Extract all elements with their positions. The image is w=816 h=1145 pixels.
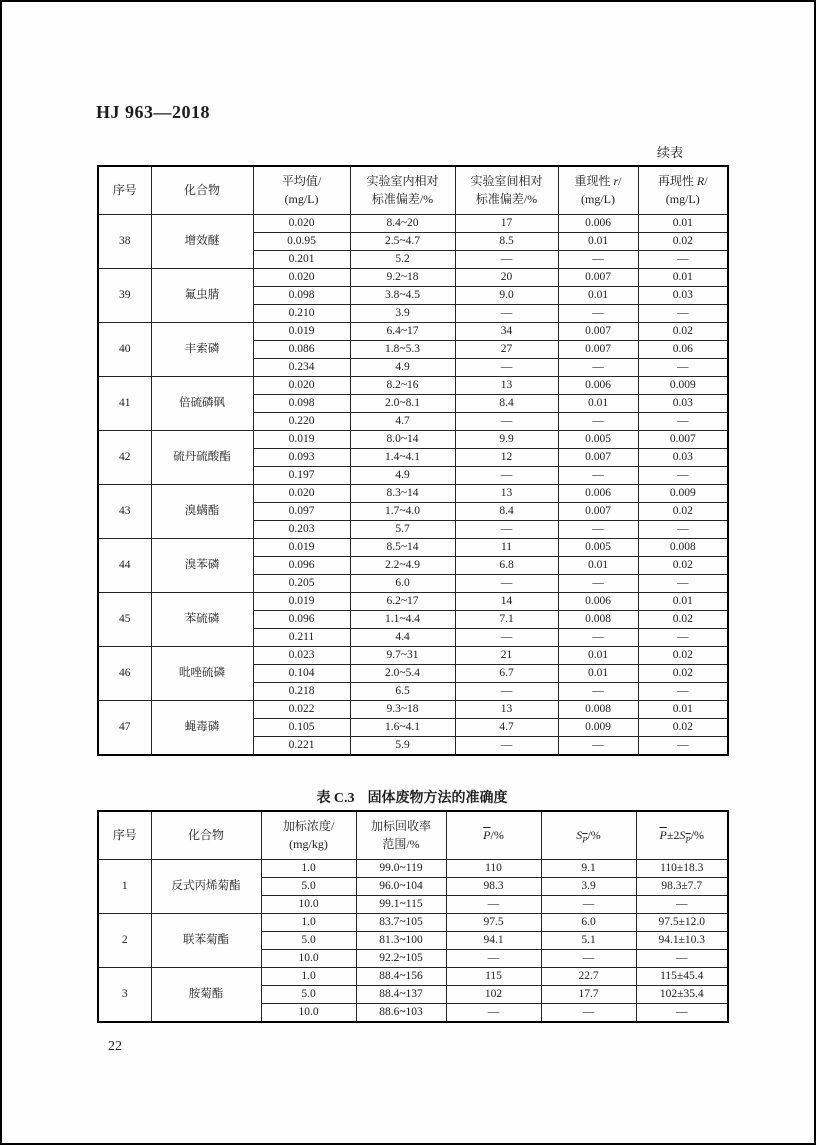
column-header: 化合物: [151, 166, 253, 214]
value-cell: —: [638, 304, 728, 322]
value-cell: 102±35.4: [636, 985, 728, 1003]
value-cell: 0.006: [558, 214, 638, 232]
value-cell: —: [446, 1003, 541, 1022]
column-header: 再现性 R/ (mg/L): [638, 166, 728, 214]
value-cell: 0.008: [558, 700, 638, 718]
value-cell: 13: [455, 376, 558, 394]
value-cell: 0.01: [558, 646, 638, 664]
value-cell: 0.01: [558, 394, 638, 412]
column-header: 序号: [98, 166, 151, 214]
value-cell: —: [636, 895, 728, 913]
value-cell: 5.0: [261, 931, 356, 949]
value-cell: 0.03: [638, 394, 728, 412]
value-cell: —: [541, 1003, 636, 1022]
value-cell: 0.019: [253, 322, 350, 340]
value-cell: 0.022: [253, 700, 350, 718]
row-number-cell: 47: [98, 700, 151, 755]
value-cell: 0.020: [253, 376, 350, 394]
value-cell: 0.01: [638, 268, 728, 286]
value-cell: —: [638, 466, 728, 484]
compound-cell: 硫丹硫酸酯: [151, 430, 253, 484]
value-cell: —: [455, 520, 558, 538]
value-cell: —: [558, 250, 638, 268]
value-cell: 0.203: [253, 520, 350, 538]
value-cell: 0.01: [638, 592, 728, 610]
value-cell: 0.096: [253, 556, 350, 574]
table-row: [98, 646, 728, 664]
doc-number: HJ 963—2018: [96, 102, 211, 122]
value-cell: —: [638, 520, 728, 538]
value-cell: 0.03: [638, 286, 728, 304]
value-cell: 17: [455, 214, 558, 232]
value-cell: 8.4: [455, 394, 558, 412]
solid-waste-accuracy-table: [97, 810, 729, 1023]
value-cell: 0.02: [638, 646, 728, 664]
value-cell: 8.3~14: [350, 484, 455, 502]
header-row: [98, 811, 728, 859]
value-cell: 9.7~31: [350, 646, 455, 664]
value-cell: 0.009: [638, 484, 728, 502]
value-cell: 0.01: [558, 664, 638, 682]
value-cell: 1.0: [261, 859, 356, 877]
value-cell: 5.0: [261, 877, 356, 895]
row-number-cell: 39: [98, 268, 151, 322]
value-cell: 102: [446, 985, 541, 1003]
compound-cell: 蝇毒磷: [151, 700, 253, 755]
value-cell: 8.2~16: [350, 376, 455, 394]
column-header: 加标浓度/ (mg/kg): [261, 811, 356, 859]
value-cell: 0.006: [558, 592, 638, 610]
value-cell: —: [446, 949, 541, 967]
value-cell: 4.7: [350, 412, 455, 430]
value-cell: 99.0~119: [356, 859, 446, 877]
row-number-cell: 44: [98, 538, 151, 592]
value-cell: 83.7~105: [356, 913, 446, 931]
table-row: [98, 214, 728, 232]
value-cell: —: [638, 736, 728, 755]
value-cell: —: [558, 574, 638, 592]
value-cell: 0.01: [558, 556, 638, 574]
value-cell: 92.2~105: [356, 949, 446, 967]
value-cell: 12: [455, 448, 558, 466]
value-cell: 9.0: [455, 286, 558, 304]
value-cell: 4.4: [350, 628, 455, 646]
value-cell: 20: [455, 268, 558, 286]
column-header: $S_{\overline{P}}/\%$: [541, 811, 636, 859]
value-cell: 0.007: [558, 268, 638, 286]
value-cell: 0.098: [253, 394, 350, 412]
value-cell: —: [638, 412, 728, 430]
value-cell: 8.0~14: [350, 430, 455, 448]
value-cell: 94.1±10.3: [636, 931, 728, 949]
value-cell: 97.5±12.0: [636, 913, 728, 931]
value-cell: 9.1: [541, 859, 636, 877]
column-header: 实验室内相对 标准偏差/%: [350, 166, 455, 214]
value-cell: 6.0: [541, 913, 636, 931]
value-cell: 0.097: [253, 502, 350, 520]
value-cell: 14: [455, 592, 558, 610]
value-cell: 21: [455, 646, 558, 664]
value-cell: 0.007: [638, 430, 728, 448]
value-cell: 27: [455, 340, 558, 358]
column-header: 平均值/ (mg/L): [253, 166, 350, 214]
value-cell: 0.009: [558, 718, 638, 736]
value-cell: 0.019: [253, 538, 350, 556]
value-cell: —: [638, 358, 728, 376]
value-cell: 0.005: [558, 430, 638, 448]
value-cell: 1.8~5.3: [350, 340, 455, 358]
value-cell: —: [455, 466, 558, 484]
value-cell: —: [455, 682, 558, 700]
value-cell: 0.01: [558, 232, 638, 250]
table-c3-title-prefix: 表 C.3: [316, 791, 355, 806]
table-row: [98, 538, 728, 556]
value-cell: 17.7: [541, 985, 636, 1003]
value-cell: 0.01: [558, 286, 638, 304]
value-cell: 0.093: [253, 448, 350, 466]
value-cell: 6.4~17: [350, 322, 455, 340]
value-cell: —: [541, 895, 636, 913]
value-cell: 0.197: [253, 466, 350, 484]
value-cell: 0.007: [558, 340, 638, 358]
value-cell: —: [558, 466, 638, 484]
header-row: [98, 166, 728, 214]
value-cell: 0.02: [638, 502, 728, 520]
compound-cell: 苯硫磷: [151, 592, 253, 646]
compound-cell: 氟虫腈: [151, 268, 253, 322]
value-cell: 0.020: [253, 268, 350, 286]
table-c3-title-text: 固体废物方法的准确度: [367, 791, 508, 806]
value-cell: 2.0~5.4: [350, 664, 455, 682]
value-cell: 5.0: [261, 985, 356, 1003]
compound-cell: 吡唑硫磷: [151, 646, 253, 700]
value-cell: 96.0~104: [356, 877, 446, 895]
column-header: 序号: [98, 811, 151, 859]
value-cell: 3.8~4.5: [350, 286, 455, 304]
value-cell: 10.0: [261, 949, 356, 967]
value-cell: 1.1~4.4: [350, 610, 455, 628]
value-cell: 81.3~100: [356, 931, 446, 949]
value-cell: 0.211: [253, 628, 350, 646]
compound-cell: 联苯菊酯: [151, 913, 261, 967]
value-cell: 0.104: [253, 664, 350, 682]
accuracy-table-container: [97, 810, 729, 1023]
value-cell: 88.4~156: [356, 967, 446, 985]
value-cell: 88.6~103: [356, 1003, 446, 1022]
value-cell: 6.2~17: [350, 592, 455, 610]
value-cell: 0.218: [253, 682, 350, 700]
row-number-cell: 46: [98, 646, 151, 700]
row-number-cell: 1: [98, 859, 151, 913]
compound-cell: 丰索磷: [151, 322, 253, 376]
value-cell: 1.0: [261, 913, 356, 931]
value-cell: 0.020: [253, 214, 350, 232]
value-cell: 0.02: [638, 664, 728, 682]
column-header: $\overline{P}\pm 2S_{\overline{P}}/\%$: [636, 811, 728, 859]
value-cell: —: [455, 628, 558, 646]
value-cell: 0.086: [253, 340, 350, 358]
table-c3-title: [97, 787, 727, 807]
value-cell: 98.3: [446, 877, 541, 895]
value-cell: 0.005: [558, 538, 638, 556]
value-cell: 0.205: [253, 574, 350, 592]
value-cell: 115±45.4: [636, 967, 728, 985]
row-number-cell: 45: [98, 592, 151, 646]
value-cell: —: [455, 304, 558, 322]
table-row: [98, 700, 728, 718]
value-cell: 0.02: [638, 718, 728, 736]
precision-table-container: [97, 165, 729, 756]
compound-cell: 胺菊酯: [151, 967, 261, 1022]
value-cell: 0.008: [558, 610, 638, 628]
value-cell: 5.7: [350, 520, 455, 538]
value-cell: 0.105: [253, 718, 350, 736]
row-number-cell: 38: [98, 214, 151, 268]
value-cell: —: [558, 736, 638, 755]
value-cell: 5.9: [350, 736, 455, 755]
value-cell: 2.2~4.9: [350, 556, 455, 574]
value-cell: —: [638, 628, 728, 646]
value-cell: 9.9: [455, 430, 558, 448]
table-row: [98, 967, 728, 985]
compound-cell: 溴螨酯: [151, 484, 253, 538]
value-cell: 9.2~18: [350, 268, 455, 286]
value-cell: 4.9: [350, 466, 455, 484]
value-cell: —: [636, 949, 728, 967]
table-row: [98, 430, 728, 448]
value-cell: 13: [455, 484, 558, 502]
value-cell: 6.0: [350, 574, 455, 592]
value-cell: —: [638, 250, 728, 268]
value-cell: 10.0: [261, 895, 356, 913]
compound-cell: 倍硫磷砜: [151, 376, 253, 430]
column-header: 实验室间相对 标准偏差/%: [455, 166, 558, 214]
value-cell: 0.02: [638, 232, 728, 250]
value-cell: 3.9: [541, 877, 636, 895]
value-cell: 0.234: [253, 358, 350, 376]
value-cell: —: [541, 949, 636, 967]
value-cell: 99.1~115: [356, 895, 446, 913]
value-cell: 6.5: [350, 682, 455, 700]
value-cell: 8.4: [455, 502, 558, 520]
value-cell: 7.1: [455, 610, 558, 628]
value-cell: 0.096: [253, 610, 350, 628]
value-cell: 4.9: [350, 358, 455, 376]
value-cell: 115: [446, 967, 541, 985]
value-cell: 8.4~20: [350, 214, 455, 232]
value-cell: 0.03: [638, 448, 728, 466]
value-cell: 0.201: [253, 250, 350, 268]
value-cell: 0.007: [558, 502, 638, 520]
value-cell: 98.3±7.7: [636, 877, 728, 895]
value-cell: 0.01: [638, 700, 728, 718]
value-cell: 94.1: [446, 931, 541, 949]
row-number-cell: 42: [98, 430, 151, 484]
value-cell: 0.006: [558, 376, 638, 394]
value-cell: 4.7: [455, 718, 558, 736]
value-cell: 0.01: [638, 214, 728, 232]
value-cell: 6.8: [455, 556, 558, 574]
row-number-cell: 41: [98, 376, 151, 430]
value-cell: 0.02: [638, 322, 728, 340]
value-cell: 0.221: [253, 736, 350, 755]
table-row: [98, 592, 728, 610]
compound-cell: 增效醚: [151, 214, 253, 268]
value-cell: 8.5~14: [350, 538, 455, 556]
value-cell: 0.009: [638, 376, 728, 394]
row-number-cell: 43: [98, 484, 151, 538]
value-cell: 2.0~8.1: [350, 394, 455, 412]
precision-continued-table: [97, 165, 729, 756]
value-cell: —: [558, 304, 638, 322]
value-cell: —: [455, 412, 558, 430]
table-row: [98, 376, 728, 394]
value-cell: 0.008: [638, 538, 728, 556]
compound-cell: 反式丙烯菊酯: [151, 859, 261, 913]
value-cell: 0.220: [253, 412, 350, 430]
table-row: [98, 484, 728, 502]
value-cell: —: [455, 358, 558, 376]
compound-cell: 溴苯磷: [151, 538, 253, 592]
column-header: 加标回收率 范围/%: [356, 811, 446, 859]
value-cell: 110±18.3: [636, 859, 728, 877]
value-cell: 0.210: [253, 304, 350, 322]
value-cell: 13: [455, 700, 558, 718]
value-cell: 110: [446, 859, 541, 877]
value-cell: 0.098: [253, 286, 350, 304]
value-cell: —: [638, 682, 728, 700]
value-cell: 34: [455, 322, 558, 340]
value-cell: 88.4~137: [356, 985, 446, 1003]
value-cell: —: [558, 682, 638, 700]
value-cell: —: [558, 628, 638, 646]
value-cell: 97.5: [446, 913, 541, 931]
value-cell: 1.6~4.1: [350, 718, 455, 736]
value-cell: —: [638, 574, 728, 592]
table-row: [98, 268, 728, 286]
value-cell: 0.019: [253, 430, 350, 448]
value-cell: 1.7~4.0: [350, 502, 455, 520]
page-number: 22: [108, 1039, 122, 1054]
value-cell: 0.019: [253, 592, 350, 610]
row-number-cell: 2: [98, 913, 151, 967]
value-cell: 2.5~4.7: [350, 232, 455, 250]
value-cell: 22.7: [541, 967, 636, 985]
value-cell: 11: [455, 538, 558, 556]
value-cell: 6.7: [455, 664, 558, 682]
table-row: [98, 859, 728, 877]
column-header: $\overline{P}/\%$: [446, 811, 541, 859]
value-cell: —: [455, 250, 558, 268]
value-cell: 3.9: [350, 304, 455, 322]
value-cell: 0.06: [638, 340, 728, 358]
table-row: [98, 322, 728, 340]
value-cell: 0.007: [558, 448, 638, 466]
column-header: 重现性 r/ (mg/L): [558, 166, 638, 214]
value-cell: 10.0: [261, 1003, 356, 1022]
value-cell: 5.2: [350, 250, 455, 268]
value-cell: —: [446, 895, 541, 913]
table-row: [98, 913, 728, 931]
value-cell: 1.0: [261, 967, 356, 985]
value-cell: 0.02: [638, 610, 728, 628]
continued-table-label: 续表: [656, 145, 683, 160]
value-cell: 9.3~18: [350, 700, 455, 718]
column-header: 化合物: [151, 811, 261, 859]
value-cell: 1.4~4.1: [350, 448, 455, 466]
value-cell: 0.0.95: [253, 232, 350, 250]
value-cell: —: [636, 1003, 728, 1022]
value-cell: 0.023: [253, 646, 350, 664]
value-cell: —: [558, 520, 638, 538]
value-cell: 5.1: [541, 931, 636, 949]
value-cell: —: [558, 412, 638, 430]
row-number-cell: 40: [98, 322, 151, 376]
row-number-cell: 3: [98, 967, 151, 1022]
value-cell: 0.006: [558, 484, 638, 502]
value-cell: 0.020: [253, 484, 350, 502]
value-cell: —: [455, 574, 558, 592]
value-cell: 0.02: [638, 556, 728, 574]
value-cell: —: [558, 358, 638, 376]
value-cell: —: [455, 736, 558, 755]
value-cell: 8.5: [455, 232, 558, 250]
value-cell: 0.007: [558, 322, 638, 340]
